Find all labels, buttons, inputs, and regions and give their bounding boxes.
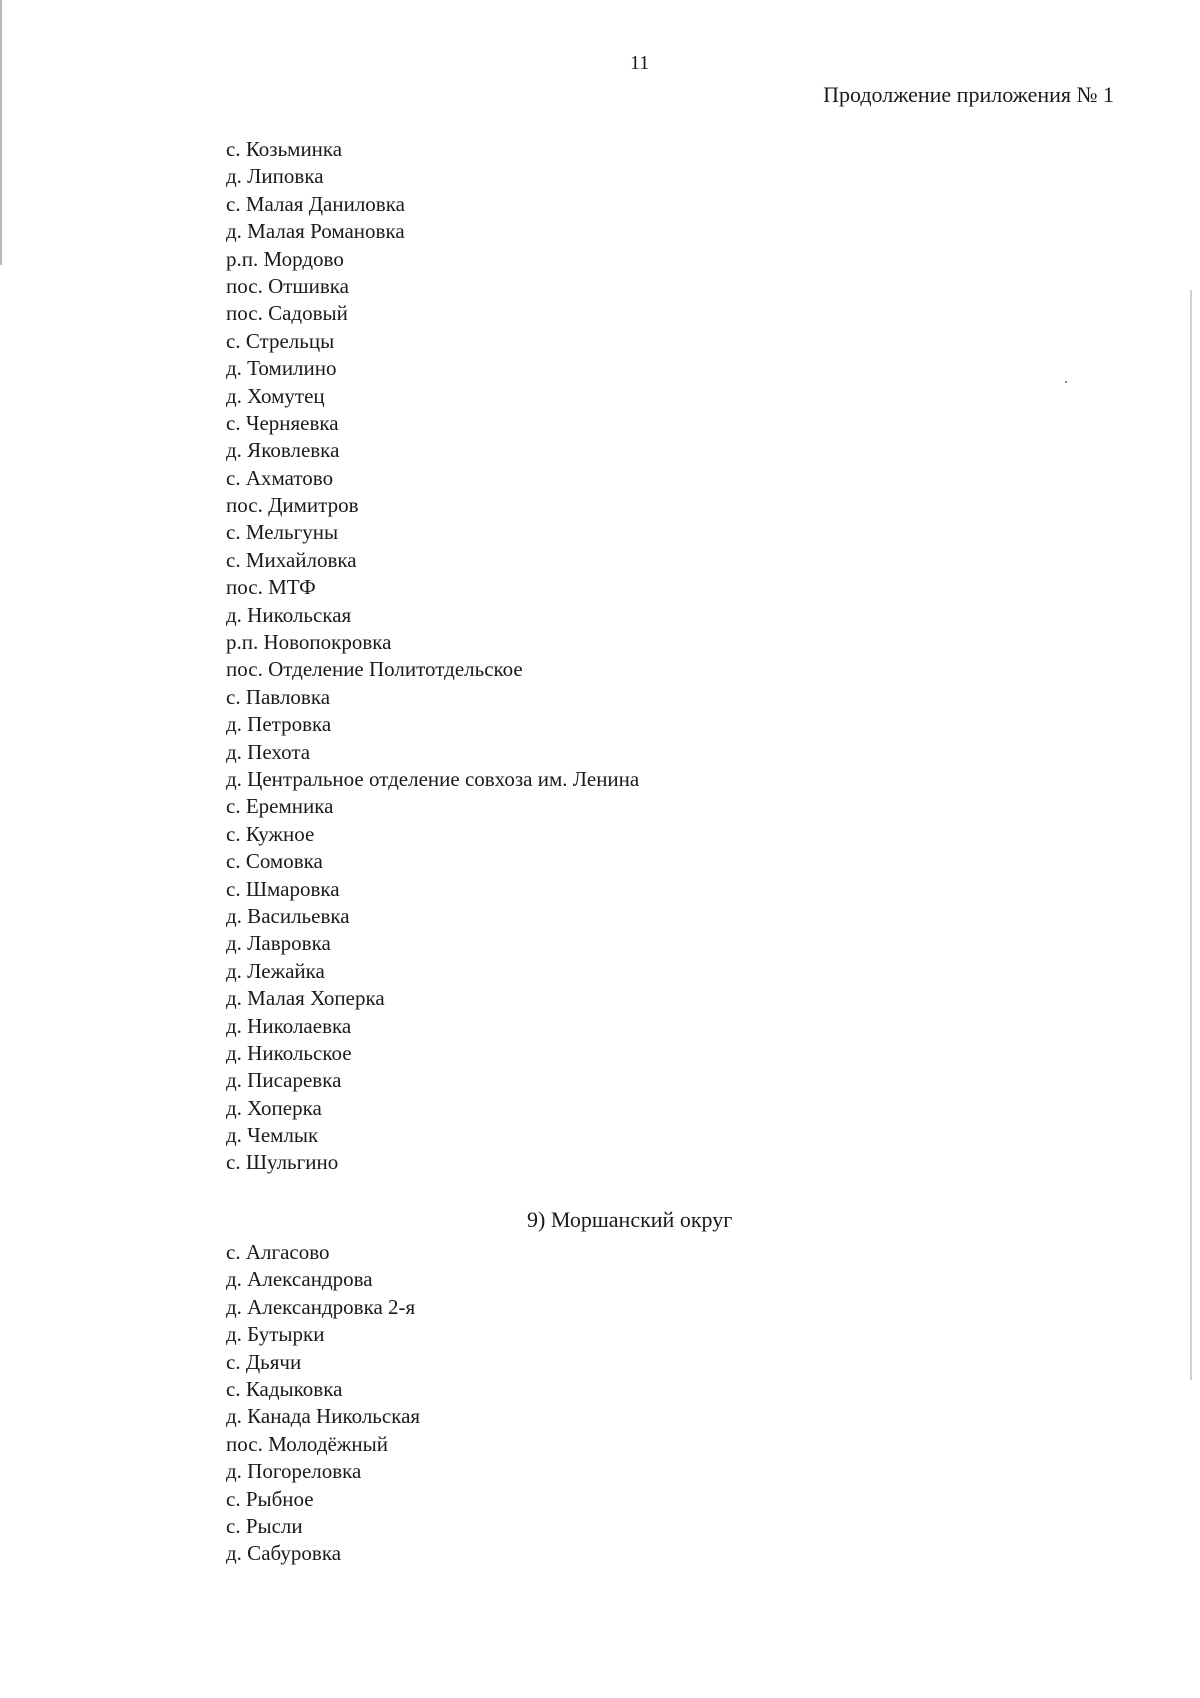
list-item: д. Писаревка bbox=[226, 1068, 342, 1093]
list-item: пос. МТФ bbox=[226, 575, 316, 600]
list-item: д. Петровка bbox=[226, 712, 332, 737]
list-item: с. Дьячи bbox=[226, 1349, 302, 1374]
list-item: с. Михайловка bbox=[226, 547, 357, 572]
list-item: д. Никольская bbox=[226, 602, 352, 627]
list-item: д. Бутырки bbox=[226, 1322, 325, 1347]
settlement-list-morshansk bbox=[226, 1239, 420, 1568]
list-item: пос. Садовый bbox=[226, 301, 348, 326]
list-item: с. Малая Даниловка bbox=[226, 191, 405, 216]
list-item: пос. Димитров bbox=[226, 493, 359, 518]
section-heading: 9) Моршанский округ bbox=[527, 1207, 733, 1232]
list-item: д. Канада Никольская bbox=[226, 1404, 421, 1429]
list-item: с. Шмаровка bbox=[226, 876, 340, 901]
list-item: д. Яковлевка bbox=[226, 438, 340, 463]
list-item: д. Малая Хоперка bbox=[226, 986, 385, 1011]
list-item: д. Центральное отделение совхоза им. Ленина bbox=[226, 766, 640, 791]
list-item: д. Малая Романовка bbox=[226, 219, 405, 244]
list-item: р.п. Мордово bbox=[226, 246, 344, 271]
list-item: д. Сабуровка bbox=[226, 1541, 342, 1566]
list-item: с. Козьминка bbox=[226, 137, 343, 161]
list-item: с. Кужное bbox=[226, 821, 315, 846]
list-item: д. Лавровка bbox=[226, 931, 331, 956]
list-item: с. Павловка bbox=[226, 684, 331, 709]
list-item: с. Рыбное bbox=[226, 1486, 314, 1511]
list-item: д. Пехота bbox=[226, 739, 311, 764]
list-item: с. Еремника bbox=[226, 794, 334, 819]
list-item: с. Шульгино bbox=[226, 1150, 339, 1175]
list-item: с. Алгасово bbox=[226, 1240, 330, 1264]
list-item: д. Погореловка bbox=[226, 1459, 362, 1484]
list-item: д. Хомутец bbox=[226, 383, 325, 408]
list-item: с. Мельгуны bbox=[226, 520, 339, 545]
list-item: пос. Молодёжный bbox=[226, 1431, 388, 1456]
list-item: пос. Отшивка bbox=[226, 273, 349, 298]
scan-edge-left bbox=[0, 0, 2, 265]
list-item: д. Липовка bbox=[226, 164, 324, 189]
list-item: р.п. Новопокровка bbox=[226, 630, 392, 655]
page-number: 11 bbox=[630, 52, 650, 74]
list-item: с. Кадыковка bbox=[226, 1376, 343, 1401]
annex-title: Продолжение приложения № 1 bbox=[823, 82, 1114, 107]
list-item: с. Стрельцы bbox=[226, 328, 335, 353]
list-item: д. Лежайка bbox=[226, 958, 325, 983]
list-item: д. Никольское bbox=[226, 1040, 352, 1065]
list-item: д. Чемлык bbox=[226, 1123, 319, 1148]
list-item: с. Рысли bbox=[226, 1513, 303, 1538]
settlement-list-continued bbox=[226, 136, 639, 1177]
list-item: пос. Отделение Политотдельское bbox=[226, 657, 523, 682]
list-item: д. Томилино bbox=[226, 356, 337, 381]
list-item: с. Сомовка bbox=[226, 849, 323, 874]
scan-speck bbox=[1065, 381, 1067, 383]
list-item: с. Черняевка bbox=[226, 410, 339, 435]
list-item: д. Александрова bbox=[226, 1267, 373, 1292]
list-item: д. Николаевка bbox=[226, 1013, 352, 1038]
list-item: д. Александровка 2-я bbox=[226, 1294, 416, 1319]
list-item: с. Ахматово bbox=[226, 465, 334, 490]
scan-edge-right bbox=[1190, 290, 1192, 1380]
list-item: д. Хоперка bbox=[226, 1095, 322, 1120]
list-item: д. Васильевка bbox=[226, 903, 350, 928]
